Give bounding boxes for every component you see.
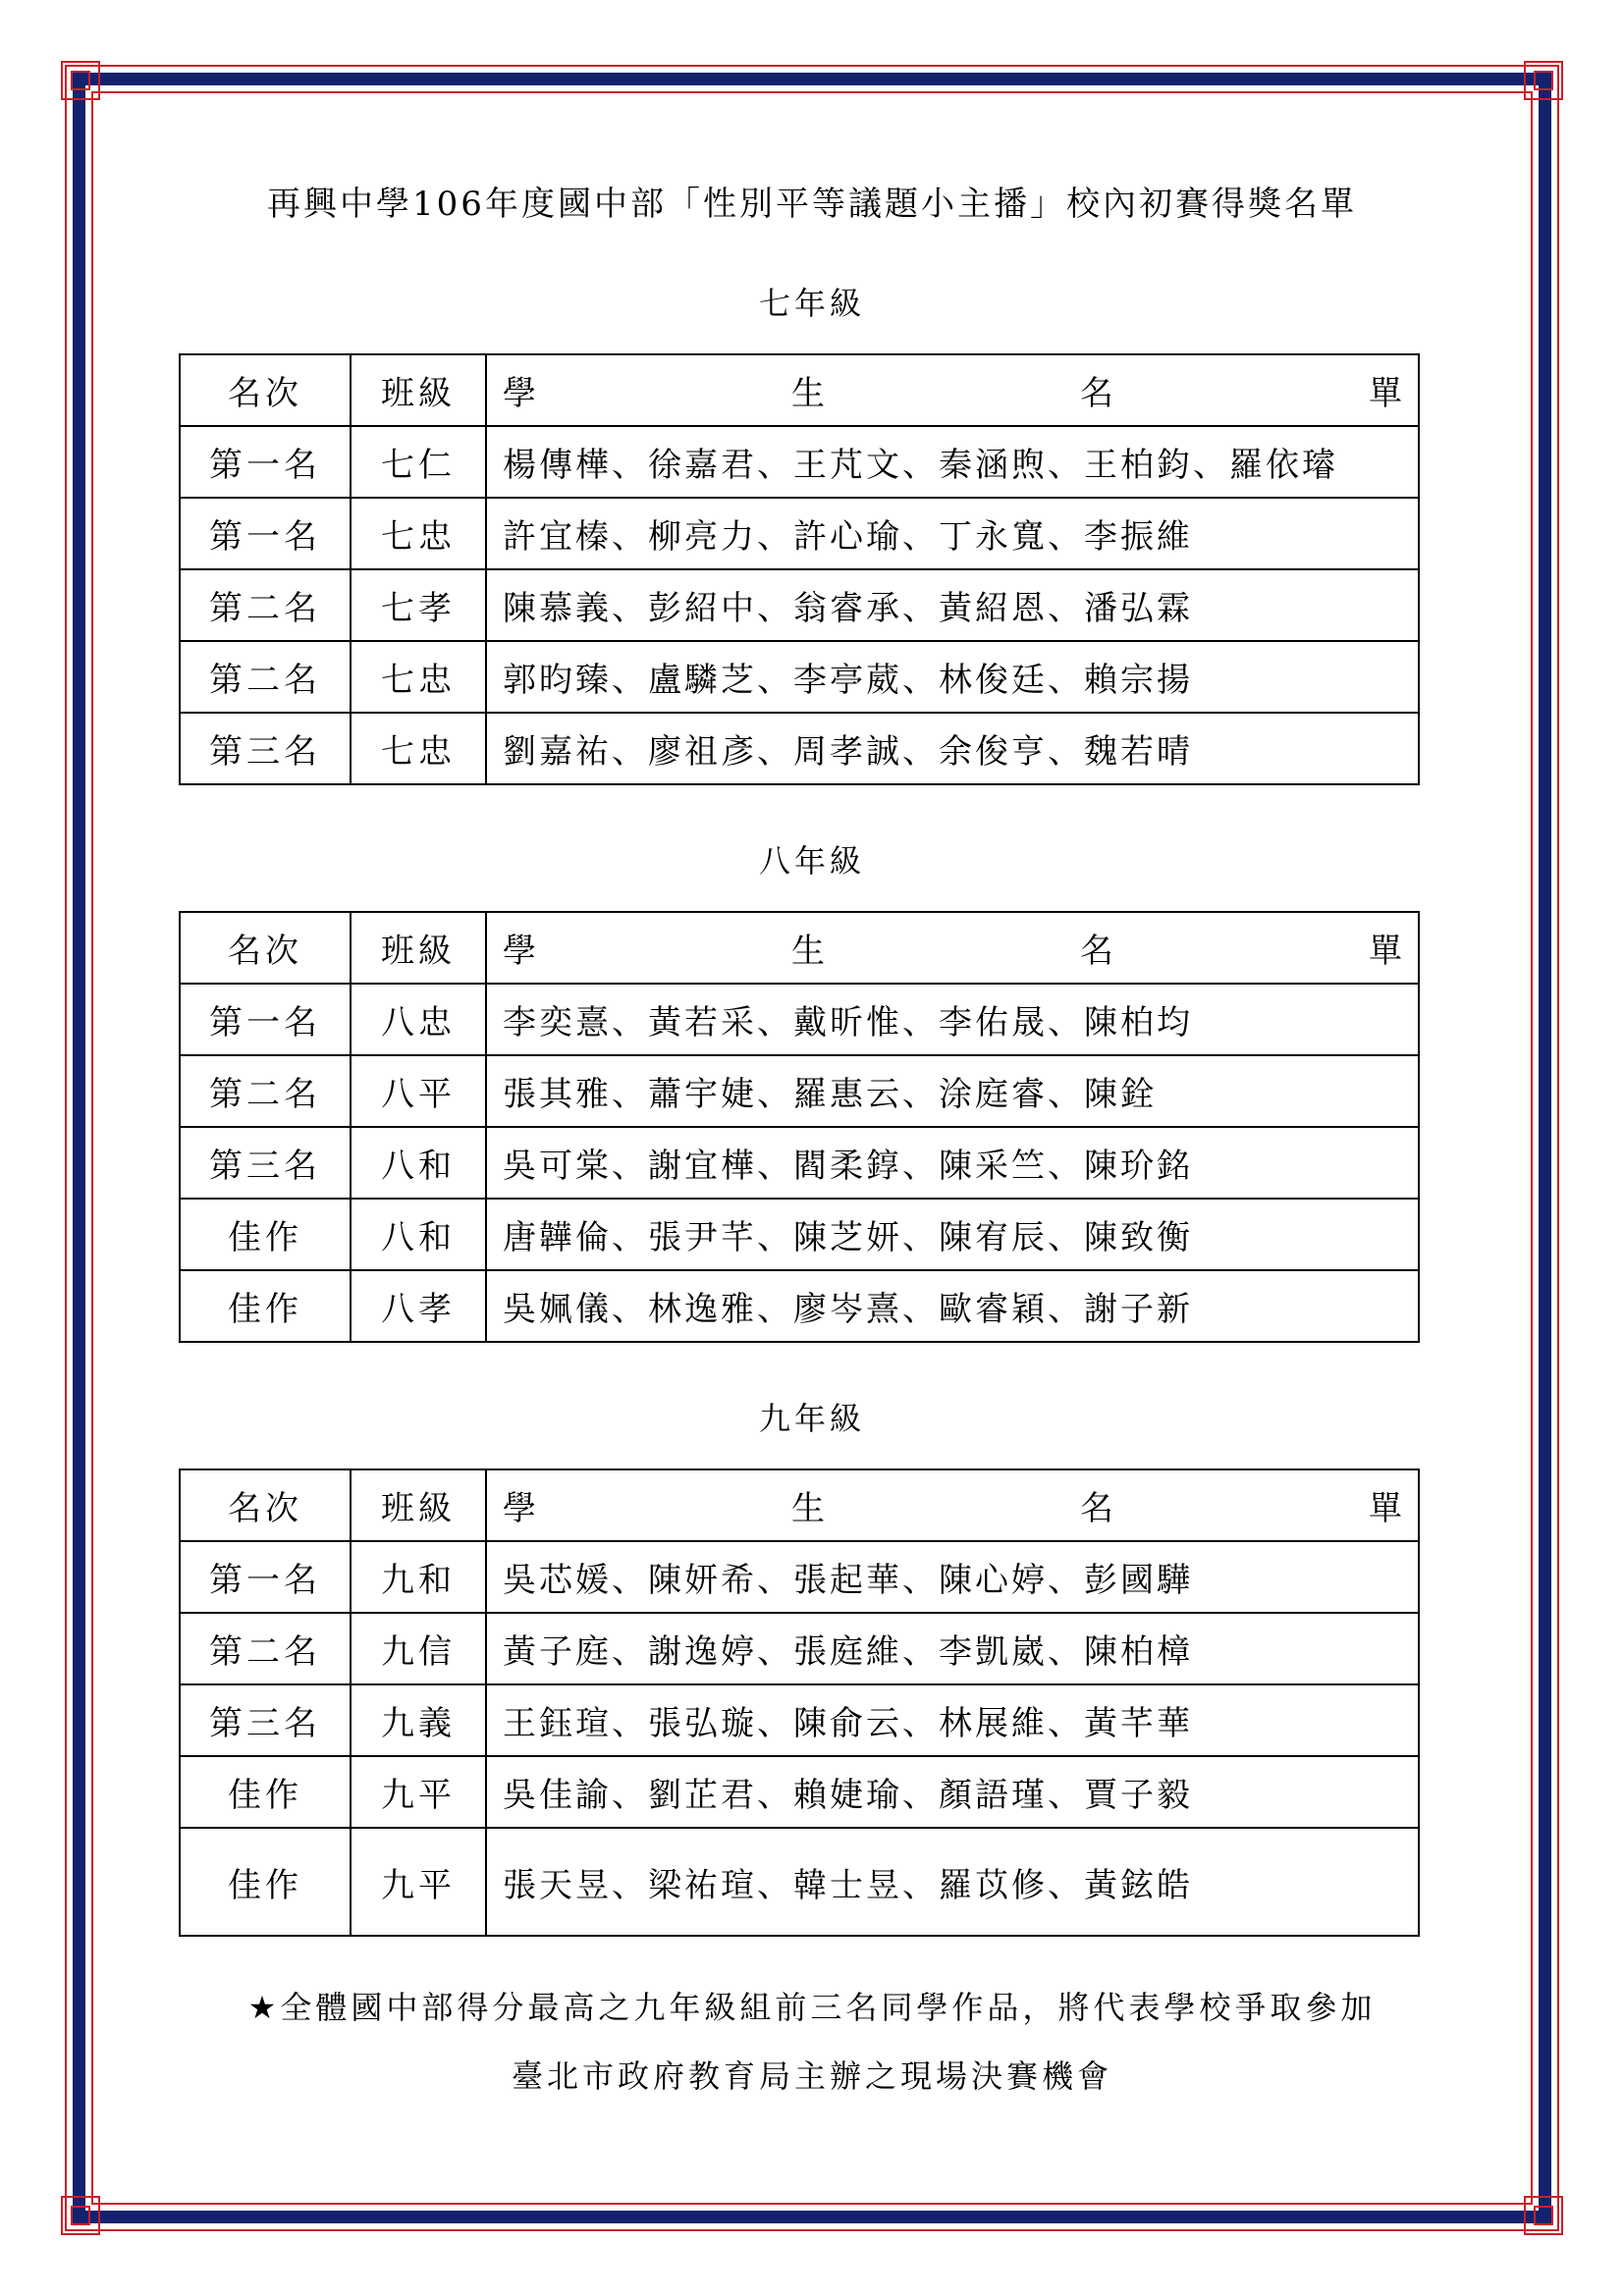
header-class: 班級: [351, 354, 486, 426]
names-cell: 王鈺瑄、張弘璇、陳俞云、林展維、黃芊華: [486, 1684, 1419, 1756]
names-cell: 郭昀臻、盧驎芝、李亭葳、林俊廷、賴宗揚: [486, 641, 1419, 713]
table-row: [180, 1055, 1419, 1127]
rank-cell: 第三名: [180, 713, 351, 784]
class-cell: 九信: [351, 1613, 486, 1684]
names-cell: 吳姵儀、林逸雅、廖岑熹、歐睿穎、謝子新: [486, 1270, 1419, 1342]
table-row: [180, 713, 1419, 784]
corner-ornament-bottom-left: [61, 2196, 100, 2235]
table-header-row: [180, 912, 1419, 984]
header-char: 學: [503, 374, 536, 413]
header-char: 名: [1080, 932, 1113, 971]
header-char: 名: [1080, 374, 1113, 413]
table-row: [180, 1756, 1419, 1828]
header-char: 生: [791, 374, 825, 413]
class-cell: 七忠: [351, 713, 486, 784]
names-cell: 李奕憙、黃若采、戴昕惟、李佑晟、陳柏均: [486, 984, 1419, 1055]
class-cell: 九平: [351, 1756, 486, 1828]
rank-cell: 第二名: [180, 641, 351, 713]
table-row: [180, 1613, 1419, 1684]
grade-heading-9: 九年級: [758, 1400, 865, 1437]
names-cell: 黃子庭、謝逸婷、張庭維、李凱崴、陳柏樟: [486, 1613, 1419, 1684]
table-header-row: [180, 1469, 1419, 1541]
class-cell: 七仁: [351, 426, 486, 498]
table-row: [180, 1684, 1419, 1756]
rank-cell: 佳作: [180, 1828, 351, 1936]
rank-cell: 第一名: [180, 426, 351, 498]
table-row: [180, 426, 1419, 498]
award-table-grade-9: [179, 1468, 1420, 1937]
star-icon: ★: [247, 1989, 281, 2026]
header-char: 單: [1369, 374, 1402, 413]
document-title: 再興中學106年度國中部「性別平等議題小主播」校內初賽得獎名單: [267, 185, 1357, 224]
header-char: 學: [503, 932, 536, 971]
class-cell: 七忠: [351, 498, 486, 569]
header-rank: 名次: [180, 912, 351, 984]
rank-cell: 第一名: [180, 984, 351, 1055]
table-row: [180, 641, 1419, 713]
table-row: [180, 1828, 1419, 1936]
footnote-line-2: 臺北市政府教育局主辦之現場決賽機會: [511, 2057, 1112, 2095]
header-char: 生: [791, 932, 825, 971]
class-cell: 七孝: [351, 569, 486, 641]
names-cell: 吳芯媛、陳妍希、張起華、陳心婷、彭國驊: [486, 1541, 1419, 1613]
names-cell: 唐韡倫、張尹芊、陳芝妍、陳宥辰、陳致衡: [486, 1199, 1419, 1270]
corner-ornament-bottom-right: [1524, 2196, 1563, 2235]
header-char: 單: [1369, 1489, 1402, 1528]
names-cell: 陳慕義、彭紹中、翁睿承、黃紹恩、潘弘霖: [486, 569, 1419, 641]
table-row: [180, 1270, 1419, 1342]
table-row: [180, 1127, 1419, 1199]
class-cell: 九和: [351, 1541, 486, 1613]
corner-ornament-top-left: [61, 61, 100, 100]
grade-heading-8: 八年級: [758, 842, 865, 880]
header-student-list: [486, 354, 1419, 426]
class-cell: 八孝: [351, 1270, 486, 1342]
header-class: 班級: [351, 912, 486, 984]
table-row: [180, 498, 1419, 569]
rank-cell: 第一名: [180, 1541, 351, 1613]
rank-cell: 佳作: [180, 1756, 351, 1828]
table-row: [180, 569, 1419, 641]
footnote-line-1: [118, 1983, 1506, 2032]
rank-cell: 第二名: [180, 1055, 351, 1127]
rank-cell: 第一名: [180, 498, 351, 569]
header-class: 班級: [351, 1469, 486, 1541]
header-student-list: [486, 912, 1419, 984]
header-char: 生: [791, 1489, 825, 1528]
class-cell: 九義: [351, 1684, 486, 1756]
class-cell: 八和: [351, 1199, 486, 1270]
header-char: 單: [1369, 932, 1402, 971]
table-header-row: [180, 354, 1419, 426]
grade-heading-7: 七年級: [758, 285, 865, 322]
rank-cell: 第三名: [180, 1127, 351, 1199]
rank-cell: 佳作: [180, 1199, 351, 1270]
award-table-grade-8: [179, 911, 1420, 1343]
header-rank: 名次: [180, 354, 351, 426]
names-cell: 吳可棠、謝宜樺、閻柔錞、陳采竺、陳玠銘: [486, 1127, 1419, 1199]
rank-cell: 第二名: [180, 1613, 351, 1684]
class-cell: 九平: [351, 1828, 486, 1936]
class-cell: 七忠: [351, 641, 486, 713]
header-char: 名: [1080, 1489, 1113, 1528]
names-cell: 張天昱、梁祐瑄、韓士昱、羅苡修、黃鉉皓: [486, 1828, 1419, 1936]
rank-cell: 第二名: [180, 569, 351, 641]
award-table-grade-7: [179, 353, 1420, 785]
header-char: 學: [503, 1489, 536, 1528]
names-cell: 吳佳諭、劉芷君、賴婕瑜、顏語瑾、賈子毅: [486, 1756, 1419, 1828]
table-row: [180, 984, 1419, 1055]
names-cell: 劉嘉祐、廖祖彥、周孝誠、余俊亨、魏若晴: [486, 713, 1419, 784]
names-cell: 楊傳樺、徐嘉君、王芃文、秦涵煦、王柏鈞、羅依璿: [486, 426, 1419, 498]
class-cell: 八忠: [351, 984, 486, 1055]
header-student-list: [486, 1469, 1419, 1541]
rank-cell: 佳作: [180, 1270, 351, 1342]
class-cell: 八平: [351, 1055, 486, 1127]
rank-cell: 第三名: [180, 1684, 351, 1756]
table-row: [180, 1541, 1419, 1613]
footnote-text-1: 全體國中部得分最高之九年級組前三名同學作品，將代表學校爭取參加: [280, 1989, 1377, 2026]
names-cell: 張其雅、蕭宇婕、羅惠云、涂庭睿、陳銓: [486, 1055, 1419, 1127]
class-cell: 八和: [351, 1127, 486, 1199]
header-rank: 名次: [180, 1469, 351, 1541]
table-row: [180, 1199, 1419, 1270]
names-cell: 許宜榛、柳亮力、許心瑜、丁永寬、李振維: [486, 498, 1419, 569]
corner-ornament-top-right: [1524, 61, 1563, 100]
